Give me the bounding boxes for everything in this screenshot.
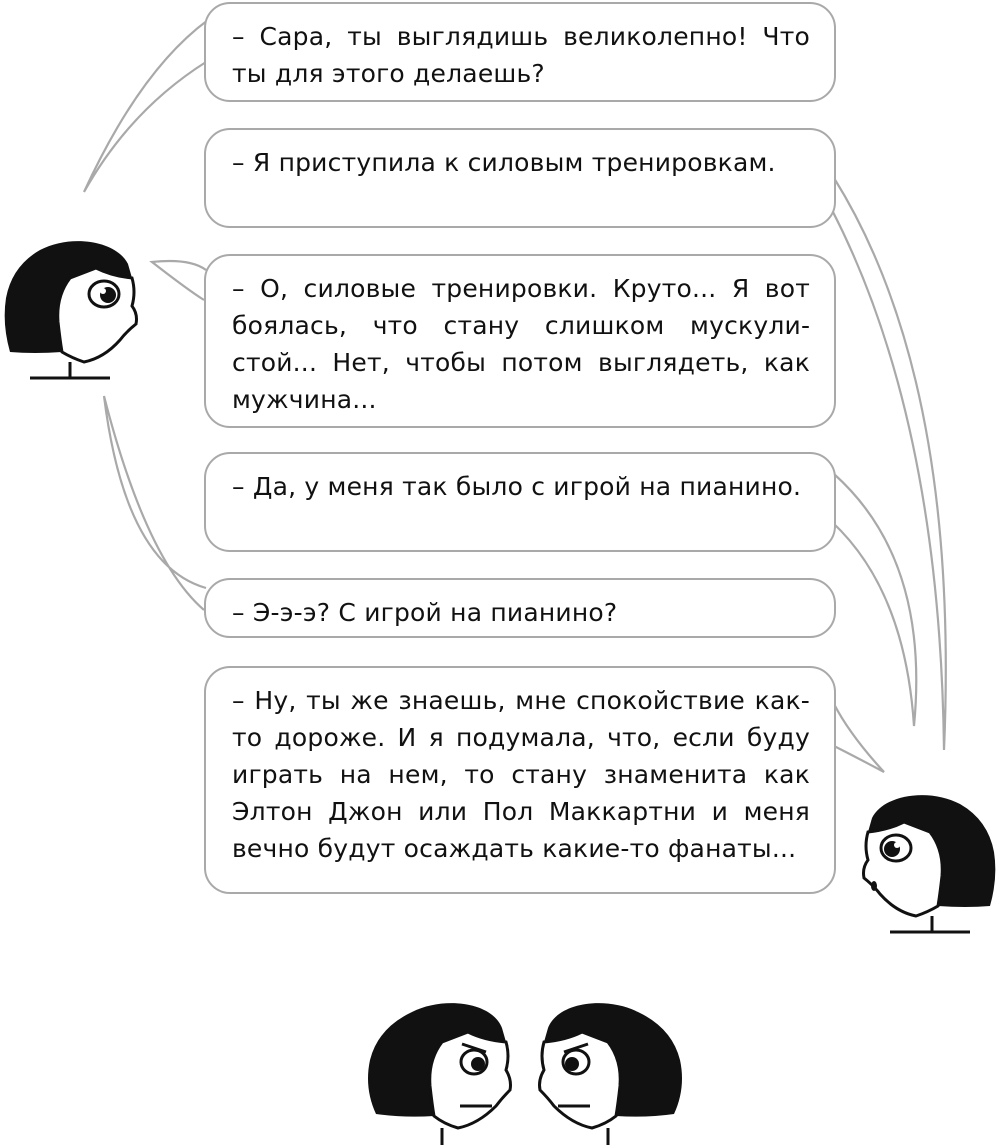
speech-bubble-muscular-fear: – О, силовые тренировки. Круто... Я вот боялась, что стану слишком мускулистой... Нет, чтобы потом выглядеть, как мужчина... <box>204 254 836 428</box>
bubble-3-tail <box>152 261 206 300</box>
bubble-1-tail <box>84 20 208 192</box>
bubble-2-tail <box>832 178 946 750</box>
bubble-6-tail <box>832 704 884 772</box>
speech-bubble-strength-training: – Я приступила к силовым тренировкам. <box>204 128 836 228</box>
speech-bubble-piano-explanation: – Ну, ты же знаешь, мне спокойствие как-то дороже. И я подумала, что, если буду играть на нем, то стану знаменита как Элтон Джон или Пол Маккартни и меня вечно будут осаждать какие-то фанаты... <box>204 666 836 894</box>
speech-bubble-piano-question: – Э-э-э? С игрой на пианино? <box>204 578 836 638</box>
character-left <box>0 236 150 384</box>
character-bottom-left <box>362 1000 520 1145</box>
bubble-5-tail <box>104 396 206 610</box>
bubble-4-tail <box>832 474 916 726</box>
character-bottom-right <box>530 1000 688 1145</box>
speech-bubble-sara-compliment: – Сара, ты выглядишь великолепно! Что ты для этого делаешь? <box>204 2 836 102</box>
speech-bubble-piano-same: – Да, у меня так было с игрой на пианино. <box>204 452 836 552</box>
character-right <box>852 790 1000 938</box>
